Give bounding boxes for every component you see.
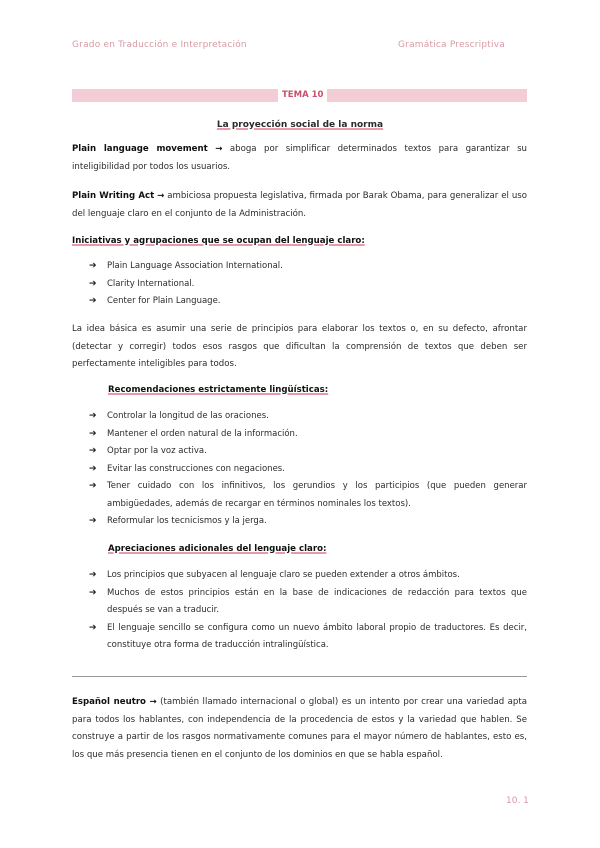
item-text: El lenguaje sencillo se configura como un nuevo ámbito laboral propio de traductores. Es decir, constituye otra forma de traducción intralingüística.	[107, 622, 527, 650]
term: Plain Writing Act	[72, 191, 155, 201]
arrow-bullet-icon: ➔	[89, 516, 97, 526]
section-divider	[72, 676, 527, 677]
basic-idea-paragraph: La idea básica es asumir una serie de principios para elaborar los textos o, en su defecto, afrontar (detectar y corregir) todos esos rasgos que dificultan la comprensión de textos que deben ser perfectamente inteligibles para todos.	[72, 324, 527, 369]
list-item	[89, 408, 527, 426]
item-text: Optar por la voz activa.	[107, 446, 207, 456]
list-item	[89, 585, 527, 620]
topic-label: TEMA 10	[278, 89, 327, 102]
item-text: Evitar las construcciones con negaciones.	[107, 463, 285, 474]
spanish-neutral-paragraph	[72, 694, 527, 764]
list-item	[89, 258, 527, 276]
arrow-bullet-icon: ➔	[89, 411, 97, 421]
appreciations-heading-text: Apreciaciones adicionales del lenguaje claro:	[108, 544, 327, 554]
list-item	[89, 513, 527, 531]
header-subject: Gramática Prescriptiva	[398, 40, 505, 50]
appreciations-list	[89, 567, 527, 655]
list-item	[89, 478, 527, 513]
item-text: Clarity International.	[107, 278, 195, 289]
arrow: →	[149, 697, 157, 707]
item-text: Controlar la longitud de las oraciones.	[107, 411, 269, 421]
arrow-bullet-icon: ➔	[89, 481, 97, 491]
item-text: Muchos de estos principios están en la base de indicaciones de redacción para textos que después se van a traducir.	[107, 587, 527, 615]
list-item	[89, 426, 527, 444]
item-text: Plain Language Association International.	[107, 261, 283, 271]
recommendations-list	[89, 408, 527, 531]
item-text: Los principios que subyacen al lenguaje claro se pueden extender a otros ámbitos.	[107, 570, 460, 580]
list-item	[89, 443, 527, 461]
arrow-bullet-icon: ➔	[89, 261, 97, 271]
initiatives-list	[89, 258, 527, 311]
definition: aboga por simplificar determinados textos para garantizar su inteligibilidad por todos los usuarios.	[72, 144, 527, 172]
arrow-bullet-icon: ➔	[89, 587, 97, 598]
term: Español neutro	[72, 697, 146, 707]
definition: (también llamado internacional o global) es un intento por crear una variedad apta para todos los hablantes, con independencia de la procedencia de estos y la variedad que hablen. Se construye a partir de los rasgos normativamente comunes para el mayor número de hablantes, esto es, los que más presencia tienen en el conjunto de los dominios en que se habla español.	[72, 697, 527, 760]
list-item	[89, 293, 527, 311]
arrow-bullet-icon: ➔	[89, 463, 97, 474]
item-text: Mantener el orden natural de la información.	[107, 428, 298, 439]
item-text: Reformular los tecnicismos y la jerga.	[107, 516, 267, 526]
page-title	[0, 120, 600, 130]
term: Plain language movement	[72, 144, 208, 154]
item-text: Center for Plain Language.	[107, 296, 221, 306]
initiatives-heading-text: Iniciativas y agrupaciones que se ocupan del lenguaje claro:	[72, 236, 365, 246]
arrow-bullet-icon: ➔	[89, 622, 97, 633]
arrow-bullet-icon: ➔	[89, 296, 97, 306]
item-text: Tener cuidado con los infinitivos, los gerundios y los participios (que pueden generar ambigüedades, además de recargar en términos nominales los textos).	[107, 481, 527, 509]
header-course: Grado en Traducción e Interpretación	[72, 40, 247, 50]
list-item	[89, 620, 527, 655]
plain-language-paragraph	[72, 141, 527, 176]
recommendations-heading-text: Recomendaciones estrictamente lingüísticas:	[108, 385, 329, 395]
initiatives-heading	[72, 236, 365, 246]
arrow-bullet-icon: ➔	[89, 428, 97, 439]
list-item	[89, 276, 527, 294]
plain-writing-paragraph	[72, 188, 527, 223]
arrow-bullet-icon: ➔	[89, 570, 97, 580]
arrow-bullet-icon: ➔	[89, 446, 97, 456]
arrow-bullet-icon: ➔	[89, 278, 97, 289]
arrow: →	[157, 191, 165, 201]
recommendations-heading	[108, 385, 328, 395]
appreciations-heading	[108, 544, 326, 554]
page-title-text: La proyección social de la norma	[216, 120, 384, 130]
page-number: 10. 1	[506, 796, 529, 806]
arrow: →	[215, 144, 223, 154]
definition: ambiciosa propuesta legislativa, firmada por Barak Obama, para generalizar el uso del lenguaje claro en el conjunto de la Administración.	[72, 191, 527, 219]
list-item	[89, 461, 527, 479]
list-item	[89, 567, 527, 585]
